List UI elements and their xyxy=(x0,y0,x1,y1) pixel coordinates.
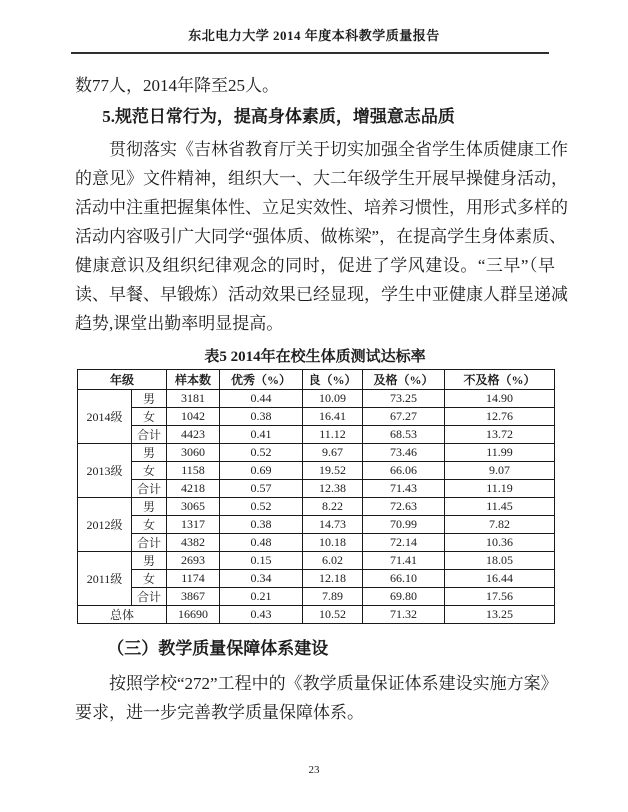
value-cell: 11.45 xyxy=(445,498,555,516)
table-row xyxy=(78,408,555,426)
table-row xyxy=(78,588,555,606)
value-cell: 11.12 xyxy=(303,426,363,444)
value-cell: 71.32 xyxy=(363,606,445,624)
value-cell: 3867 xyxy=(167,588,220,606)
gender-cell: 女 xyxy=(132,570,167,588)
table-row xyxy=(78,552,555,570)
table-total-row xyxy=(78,606,555,624)
value-cell: 13.72 xyxy=(445,426,555,444)
gender-cell: 合计 xyxy=(132,426,167,444)
value-cell: 9.07 xyxy=(445,462,555,480)
page-content xyxy=(75,74,568,727)
paragraph-line: 按照学校“272”工程中的《教学质量保证体系建设实施方案》 xyxy=(109,674,558,693)
table-row xyxy=(78,480,555,498)
column-header-fail: 不及格（%） xyxy=(445,370,555,390)
value-cell: 0.48 xyxy=(220,534,303,552)
gender-cell: 女 xyxy=(132,462,167,480)
value-cell: 11.99 xyxy=(445,444,555,462)
value-cell: 13.25 xyxy=(445,606,555,624)
value-cell: 10.09 xyxy=(303,390,363,408)
table-row xyxy=(78,390,555,408)
value-cell: 66.06 xyxy=(363,462,445,480)
gender-cell: 男 xyxy=(132,498,167,516)
column-header-pass: 及格（%） xyxy=(363,370,445,390)
value-cell: 19.52 xyxy=(303,462,363,480)
gender-cell: 合计 xyxy=(132,534,167,552)
gender-cell: 合计 xyxy=(132,588,167,606)
value-cell: 0.57 xyxy=(220,480,303,498)
value-cell: 11.19 xyxy=(445,480,555,498)
gender-cell: 男 xyxy=(132,444,167,462)
value-cell: 4382 xyxy=(167,534,220,552)
table-row xyxy=(78,498,555,516)
value-cell: 0.38 xyxy=(220,408,303,426)
value-cell: 66.10 xyxy=(363,570,445,588)
value-cell: 7.82 xyxy=(445,516,555,534)
gender-cell: 女 xyxy=(132,408,167,426)
table-header-row xyxy=(78,370,555,390)
intro-paragraph-line: 数77人，2014年降至25人。 xyxy=(75,76,279,95)
paragraph-line: 贯彻落实《吉林省教育厅关于切实加强全省学生体质健康工作 xyxy=(109,140,568,159)
value-cell: 0.43 xyxy=(220,606,303,624)
value-cell: 0.21 xyxy=(220,588,303,606)
value-cell: 4423 xyxy=(167,426,220,444)
value-cell: 8.22 xyxy=(303,498,363,516)
table-row xyxy=(78,516,555,534)
gender-cell: 男 xyxy=(132,552,167,570)
grade-cell: 2014级 xyxy=(78,390,132,444)
table-row xyxy=(78,444,555,462)
value-cell: 67.27 xyxy=(363,408,445,426)
value-cell: 10.36 xyxy=(445,534,555,552)
value-cell: 17.56 xyxy=(445,588,555,606)
value-cell: 71.41 xyxy=(363,552,445,570)
value-cell: 12.18 xyxy=(303,570,363,588)
paragraph-line: 活动中注重把握集体性、立足实效性、培养习惯性，用形式多样的 xyxy=(75,198,568,217)
running-header-title: 东北电力大学 2014 年度本科教学质量报告 xyxy=(188,28,440,43)
table-caption: 表5 2014年在校生体质测试达标率 xyxy=(204,349,426,365)
fitness-test-table xyxy=(77,369,555,624)
column-header-grade: 年级 xyxy=(78,370,167,390)
table-row xyxy=(78,570,555,588)
paragraph-line: 趋势,课堂出勤率明显提高。 xyxy=(75,314,284,333)
grade-cell: 2012级 xyxy=(78,498,132,552)
value-cell: 0.15 xyxy=(220,552,303,570)
value-cell: 2693 xyxy=(167,552,220,570)
fitness-table-body xyxy=(78,390,555,624)
section3-heading: （三）教学质量保障体系建设 xyxy=(107,639,329,658)
value-cell: 0.44 xyxy=(220,390,303,408)
value-cell: 18.05 xyxy=(445,552,555,570)
header-rule xyxy=(71,52,549,54)
table-row xyxy=(78,462,555,480)
value-cell: 0.38 xyxy=(220,516,303,534)
value-cell: 6.02 xyxy=(303,552,363,570)
page-number: 23 xyxy=(308,764,320,776)
value-cell: 1174 xyxy=(167,570,220,588)
paragraph-line: 健康意识及组织纪律观念的同时，促进了学风建设。“三早”（早 xyxy=(75,256,555,275)
value-cell: 69.80 xyxy=(363,588,445,606)
value-cell: 3060 xyxy=(167,444,220,462)
value-cell: 12.38 xyxy=(303,480,363,498)
value-cell: 0.52 xyxy=(220,444,303,462)
grade-cell: 2013级 xyxy=(78,444,132,498)
gender-cell: 男 xyxy=(132,390,167,408)
value-cell: 70.99 xyxy=(363,516,445,534)
paragraph-line: 读、早餐、早锻炼）活动效果已经显现，学生中亚健康人群呈递减 xyxy=(75,285,568,304)
section5-heading: 5.规范日常行为，提高身体素质，增强意志品质 xyxy=(102,107,455,126)
paragraph-2 xyxy=(75,669,558,727)
gender-cell: 女 xyxy=(132,516,167,534)
value-cell: 0.69 xyxy=(220,462,303,480)
value-cell: 16690 xyxy=(167,606,220,624)
value-cell: 12.76 xyxy=(445,408,555,426)
gender-cell: 合计 xyxy=(132,480,167,498)
column-header-good: 良（%） xyxy=(303,370,363,390)
table-row xyxy=(78,534,555,552)
value-cell: 72.14 xyxy=(363,534,445,552)
column-header-excellent: 优秀（%） xyxy=(220,370,303,390)
value-cell: 10.18 xyxy=(303,534,363,552)
column-header-sample: 样本数 xyxy=(167,370,220,390)
value-cell: 0.34 xyxy=(220,570,303,588)
value-cell: 16.41 xyxy=(303,408,363,426)
value-cell: 71.43 xyxy=(363,480,445,498)
value-cell: 73.25 xyxy=(363,390,445,408)
value-cell: 0.52 xyxy=(220,498,303,516)
value-cell: 3181 xyxy=(167,390,220,408)
value-cell: 10.52 xyxy=(303,606,363,624)
value-cell: 16.44 xyxy=(445,570,555,588)
value-cell: 72.63 xyxy=(363,498,445,516)
value-cell: 73.46 xyxy=(363,444,445,462)
paragraph-line: 要求，进一步完善教学质量保障体系。 xyxy=(75,703,364,722)
total-label-cell: 总体 xyxy=(78,606,167,624)
paragraph-1 xyxy=(75,135,568,338)
value-cell: 14.73 xyxy=(303,516,363,534)
value-cell: 3065 xyxy=(167,498,220,516)
table-row xyxy=(78,426,555,444)
value-cell: 1042 xyxy=(167,408,220,426)
value-cell: 1317 xyxy=(167,516,220,534)
value-cell: 68.53 xyxy=(363,426,445,444)
paragraph-line: 活动内容吸引广大同学“强体质、做栋梁”，在提高学生身体素质、 xyxy=(75,227,567,246)
value-cell: 0.41 xyxy=(220,426,303,444)
value-cell: 1158 xyxy=(167,462,220,480)
grade-cell: 2011级 xyxy=(78,552,132,606)
value-cell: 7.89 xyxy=(303,588,363,606)
value-cell: 9.67 xyxy=(303,444,363,462)
value-cell: 14.90 xyxy=(445,390,555,408)
value-cell: 4218 xyxy=(167,480,220,498)
paragraph-line: 的意见》文件精神，组织大一、大二年级学生开展早操健身活动， xyxy=(75,169,568,188)
